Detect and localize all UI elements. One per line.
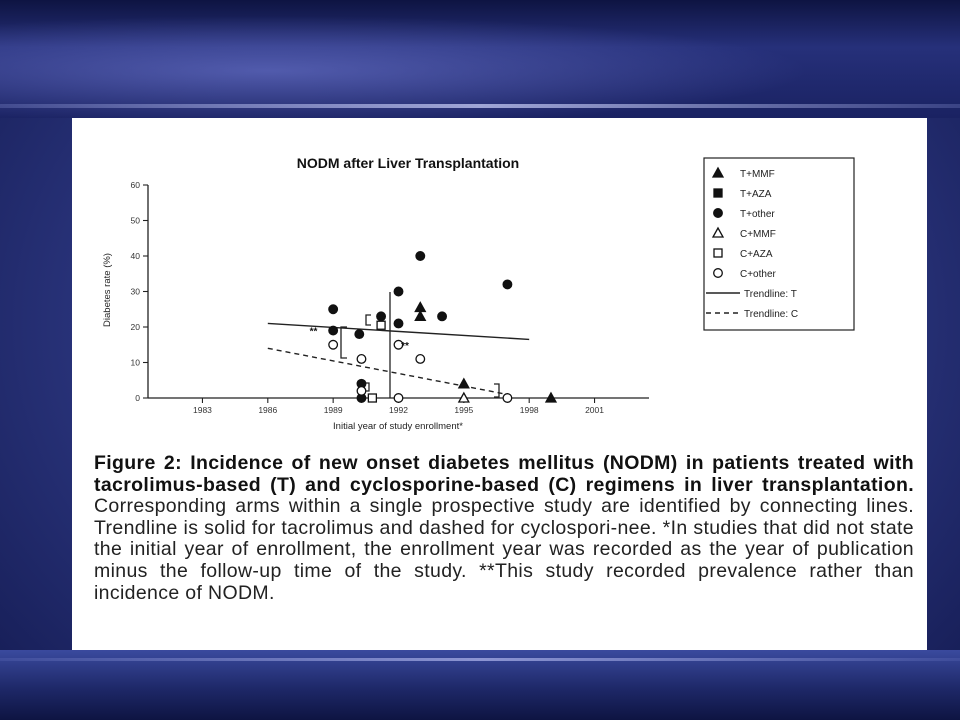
point-t-other — [394, 319, 403, 328]
slide-bottom-band — [0, 650, 960, 720]
trendlines — [268, 323, 529, 394]
point-c-other — [329, 340, 338, 349]
legend-label-t-aza: T+AZA — [740, 189, 772, 200]
figure-caption — [94, 453, 914, 604]
point-c-aza — [377, 321, 385, 329]
y-tick-label: 40 — [130, 251, 140, 261]
legend-marker-c-other — [714, 269, 723, 278]
point-c-other — [503, 394, 512, 403]
legend-marker-t-other — [714, 209, 723, 218]
point-t-other — [329, 326, 338, 335]
legend-label-trendline-c: Trendline: C — [744, 309, 799, 320]
connector-line-1995 — [494, 384, 499, 397]
y-tick-label: 60 — [130, 180, 140, 190]
x-tick-label: 2001 — [585, 405, 605, 415]
point-c-other — [357, 355, 366, 364]
point-c-aza — [368, 394, 376, 402]
caption-heading: Figure 2: Incidence of new onset diabetes mellitus (NODM) in patients treated with tacrolimus-based (T) and cyclosporine-based (C) regimens in liver transplantation. — [94, 452, 914, 496]
legend-label-c-mmf: C+MMF — [740, 229, 776, 240]
legend-marker-c-aza — [714, 249, 722, 257]
chart-legend — [704, 158, 854, 330]
y-tick-label: 0 — [135, 393, 140, 403]
legend-label-t-mmf: T+MMF — [740, 169, 775, 180]
legend-label-trendline-t: Trendline: T — [744, 289, 797, 300]
x-axis-label: Initial year of study enrollment* — [333, 421, 463, 432]
chart-title: NODM after Liver Transplantation — [296, 155, 520, 171]
legend-label-c-other: C+other — [740, 269, 776, 280]
legend-label-t-other: T+other — [740, 209, 775, 220]
x-tick-label: 1989 — [323, 405, 343, 415]
point-t-other — [377, 312, 386, 321]
caption-body: Corresponding arms within a single prospective study are identified by connecting lines. Trendline is solid for tacrolimus and dashed for cyclospori-nee. *In studies that did not state the initial year of enrollment, the enrollment year was recorded as the year of publication minus the follow-up time of the study. **This study recorded prevalence rather than incidence of NODM. — [94, 495, 914, 604]
point-t-mmf — [415, 311, 425, 320]
trendline-c — [268, 348, 508, 394]
slide-top-band — [0, 0, 960, 118]
annotation-double-asterisk: ** — [401, 340, 409, 352]
point-t-mmf — [459, 379, 469, 388]
y-tick-label: 50 — [130, 215, 140, 226]
point-c-other — [416, 355, 425, 364]
y-tick-label: 10 — [130, 357, 140, 368]
legend-box — [704, 158, 854, 330]
data-points — [329, 252, 556, 403]
point-t-other — [355, 330, 364, 339]
figure-panel — [72, 118, 927, 650]
connector-line-1991 — [366, 315, 371, 325]
point-c-other — [394, 394, 403, 403]
point-c-other — [357, 387, 366, 396]
legend-marker-t-aza — [714, 189, 722, 197]
y-axis-label: Diabetes rate (%) — [102, 253, 113, 327]
point-t-other — [503, 280, 512, 289]
x-tick-label: 1992 — [389, 405, 408, 415]
y-tick-label: 20 — [130, 322, 140, 332]
scatter-chart — [72, 118, 927, 448]
y-axis-ticks — [131, 180, 148, 403]
y-tick-label: 30 — [130, 286, 140, 297]
point-t-other — [416, 252, 425, 261]
legend-label-c-aza: C+AZA — [740, 249, 773, 260]
point-t-other — [329, 305, 338, 314]
point-t-other — [394, 287, 403, 296]
annotation-double-asterisk: ** — [309, 326, 318, 338]
connector-line-1989 — [341, 327, 347, 358]
x-tick-label: 1995 — [454, 405, 474, 415]
point-t-other — [438, 312, 447, 321]
x-tick-label: 1998 — [519, 405, 539, 415]
x-tick-label: 1986 — [258, 405, 278, 415]
x-tick-label: 1983 — [192, 405, 212, 415]
